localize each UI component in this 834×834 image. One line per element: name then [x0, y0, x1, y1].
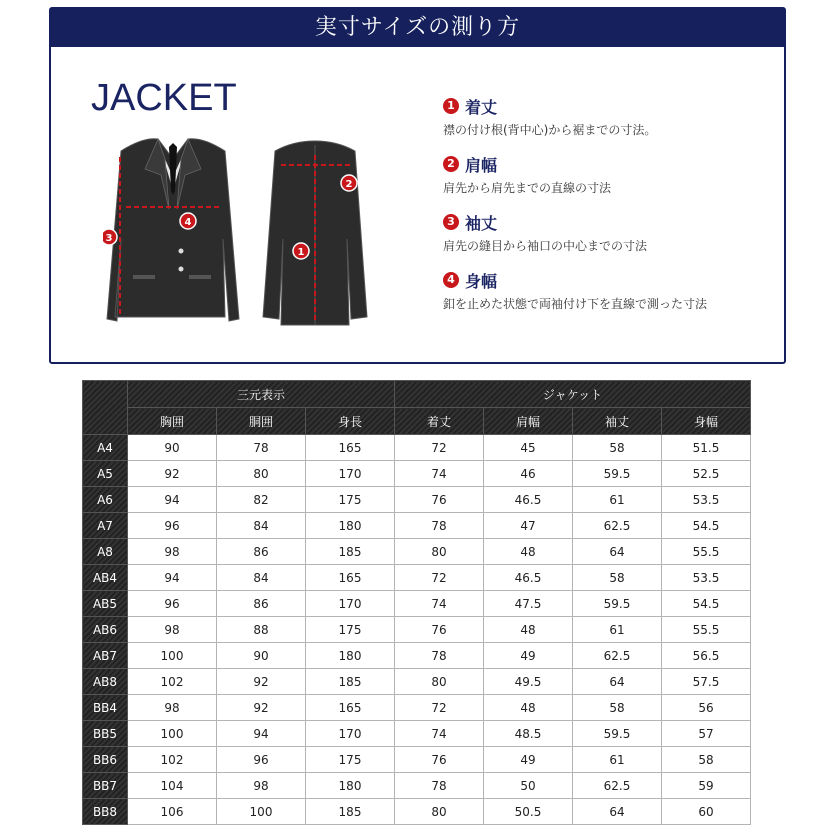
table-cell: 80 — [395, 799, 484, 825]
size-label: AB5 — [83, 591, 128, 617]
guide-title: 実寸サイズの測り方 — [51, 9, 784, 47]
measurement-item-shoulder — [443, 153, 773, 211]
table-cell: 61 — [573, 617, 662, 643]
table-cell: 90 — [128, 435, 217, 461]
table-cell: 48 — [484, 695, 573, 721]
table-cell: 96 — [128, 591, 217, 617]
measurement-item-sleeve — [443, 211, 773, 269]
table-cell: 94 — [128, 487, 217, 513]
table-row — [83, 565, 751, 591]
table-cell: 92 — [217, 695, 306, 721]
table-row — [83, 643, 751, 669]
table-cell: 94 — [217, 721, 306, 747]
table-cell: 170 — [306, 591, 395, 617]
item-description: 釦を止めた状態で両袖付け下を直線で測った寸法 — [443, 297, 708, 311]
svg-text:2: 2 — [345, 179, 353, 190]
size-label: BB5 — [83, 721, 128, 747]
table-cell: 72 — [395, 565, 484, 591]
table-cell: 64 — [573, 539, 662, 565]
table-cell: 88 — [217, 617, 306, 643]
table-cell: 50 — [484, 773, 573, 799]
table-row — [83, 435, 751, 461]
jacket-front-image — [107, 139, 239, 321]
table-cell: 106 — [128, 799, 217, 825]
column-header: 身幅 — [662, 408, 751, 435]
item-description: 襟の付け根(背中心)から裾までの寸法。 — [443, 123, 657, 137]
table-cell: 46.5 — [484, 565, 573, 591]
table-cell: 56.5 — [662, 643, 751, 669]
table-cell: 53.5 — [662, 487, 751, 513]
table-cell: 92 — [217, 669, 306, 695]
item-description: 肩先の縫目から袖口の中心までの寸法 — [443, 239, 648, 253]
table-cell: 59.5 — [573, 591, 662, 617]
table-cell: 62.5 — [573, 643, 662, 669]
table-corner — [83, 381, 128, 435]
size-label: A7 — [83, 513, 128, 539]
number-badge: 1 — [443, 98, 459, 114]
table-cell: 90 — [217, 643, 306, 669]
svg-text:4: 4 — [184, 217, 192, 228]
marker-4 — [180, 213, 196, 229]
table-cell: 185 — [306, 539, 395, 565]
table-row — [83, 617, 751, 643]
table-cell: 57 — [662, 721, 751, 747]
table-cell: 82 — [217, 487, 306, 513]
measurement-item-chest — [443, 269, 773, 327]
table-cell: 92 — [128, 461, 217, 487]
measurement-item-length — [443, 95, 773, 153]
number-badge: 4 — [443, 272, 459, 288]
table-cell: 76 — [395, 617, 484, 643]
table-cell: 54.5 — [662, 513, 751, 539]
item-title: 袖丈 — [465, 213, 498, 233]
size-label: AB6 — [83, 617, 128, 643]
table-cell: 175 — [306, 487, 395, 513]
table-cell: 96 — [217, 747, 306, 773]
table-cell: 185 — [306, 669, 395, 695]
table-row — [83, 799, 751, 825]
table-row — [83, 591, 751, 617]
marker-1 — [293, 243, 309, 259]
table-cell: 165 — [306, 695, 395, 721]
measurement-guide-panel — [49, 7, 786, 364]
table-cell: 51.5 — [662, 435, 751, 461]
table-row — [83, 695, 751, 721]
table-row — [83, 513, 751, 539]
table-cell: 180 — [306, 513, 395, 539]
table-cell: 86 — [217, 539, 306, 565]
size-label: AB4 — [83, 565, 128, 591]
group-header-jacket: ジャケット — [395, 381, 751, 408]
svg-text:3: 3 — [105, 233, 113, 244]
table-cell: 48.5 — [484, 721, 573, 747]
item-title: 着丈 — [465, 97, 498, 117]
table-cell: 48 — [484, 539, 573, 565]
table-cell: 84 — [217, 513, 306, 539]
table-row — [83, 721, 751, 747]
table-cell: 55.5 — [662, 539, 751, 565]
table-cell: 59 — [662, 773, 751, 799]
column-header: 袖丈 — [573, 408, 662, 435]
table-cell: 58 — [573, 435, 662, 461]
table-cell: 78 — [217, 435, 306, 461]
table-cell: 78 — [395, 513, 484, 539]
table-cell: 46.5 — [484, 487, 573, 513]
table-cell: 52.5 — [662, 461, 751, 487]
table-cell: 64 — [573, 669, 662, 695]
table-cell: 64 — [573, 799, 662, 825]
table-cell: 78 — [395, 773, 484, 799]
number-badge: 2 — [443, 156, 459, 172]
size-label: A4 — [83, 435, 128, 461]
table-cell: 80 — [217, 461, 306, 487]
table-cell: 74 — [395, 461, 484, 487]
table-cell: 98 — [128, 539, 217, 565]
table-cell: 61 — [573, 487, 662, 513]
size-label: A6 — [83, 487, 128, 513]
column-header: 肩幅 — [484, 408, 573, 435]
size-label: AB8 — [83, 669, 128, 695]
table-cell: 48 — [484, 617, 573, 643]
table-cell: 94 — [128, 565, 217, 591]
svg-text:1: 1 — [297, 247, 305, 258]
table-cell: 86 — [217, 591, 306, 617]
size-label: A8 — [83, 539, 128, 565]
table-cell: 180 — [306, 773, 395, 799]
table-cell: 62.5 — [573, 773, 662, 799]
table-cell: 55.5 — [662, 617, 751, 643]
table-cell: 62.5 — [573, 513, 662, 539]
marker-3 — [103, 229, 117, 245]
table-cell: 76 — [395, 487, 484, 513]
table-cell: 84 — [217, 565, 306, 591]
column-header: 着丈 — [395, 408, 484, 435]
table-cell: 47.5 — [484, 591, 573, 617]
jacket-back-image — [263, 141, 367, 325]
table-cell: 170 — [306, 721, 395, 747]
marker-2 — [341, 175, 357, 191]
table-cell: 165 — [306, 565, 395, 591]
size-label: BB6 — [83, 747, 128, 773]
table-cell: 60 — [662, 799, 751, 825]
table-cell: 98 — [128, 695, 217, 721]
table-cell: 58 — [662, 747, 751, 773]
table-cell: 170 — [306, 461, 395, 487]
table-cell: 49 — [484, 643, 573, 669]
size-label: BB4 — [83, 695, 128, 721]
table-cell: 49 — [484, 747, 573, 773]
number-badge: 3 — [443, 214, 459, 230]
table-cell: 96 — [128, 513, 217, 539]
table-cell: 78 — [395, 643, 484, 669]
table-cell: 185 — [306, 799, 395, 825]
table-cell: 56 — [662, 695, 751, 721]
table-cell: 100 — [217, 799, 306, 825]
table-cell: 80 — [395, 669, 484, 695]
size-label: BB7 — [83, 773, 128, 799]
table-row — [83, 461, 751, 487]
column-header: 胴囲 — [217, 408, 306, 435]
table-cell: 100 — [128, 721, 217, 747]
table-cell: 98 — [217, 773, 306, 799]
table-cell: 49.5 — [484, 669, 573, 695]
item-title: 身幅 — [465, 271, 498, 291]
item-description: 肩先から肩先までの直線の寸法 — [443, 181, 612, 195]
table-cell: 58 — [573, 695, 662, 721]
table-cell: 180 — [306, 643, 395, 669]
column-header: 身長 — [306, 408, 395, 435]
table-cell: 74 — [395, 591, 484, 617]
size-table — [82, 380, 751, 825]
table-cell: 104 — [128, 773, 217, 799]
size-label: BB8 — [83, 799, 128, 825]
table-cell: 72 — [395, 435, 484, 461]
table-row — [83, 487, 751, 513]
table-cell: 61 — [573, 747, 662, 773]
table-cell: 72 — [395, 695, 484, 721]
table-cell: 175 — [306, 617, 395, 643]
measurement-list — [443, 95, 773, 327]
table-cell: 50.5 — [484, 799, 573, 825]
table-cell: 57.5 — [662, 669, 751, 695]
size-label: AB7 — [83, 643, 128, 669]
table-cell: 102 — [128, 747, 217, 773]
table-cell: 98 — [128, 617, 217, 643]
item-title: 肩幅 — [465, 155, 498, 175]
group-header-body: 三元表示 — [128, 381, 395, 408]
jacket-heading: JACKET — [91, 77, 237, 119]
table-row — [83, 669, 751, 695]
table-cell: 58 — [573, 565, 662, 591]
table-cell: 80 — [395, 539, 484, 565]
table-cell: 165 — [306, 435, 395, 461]
table-row — [83, 773, 751, 799]
jacket-illustration — [103, 129, 393, 339]
table-cell: 47 — [484, 513, 573, 539]
table-cell: 59.5 — [573, 461, 662, 487]
size-label: A5 — [83, 461, 128, 487]
table-cell: 175 — [306, 747, 395, 773]
table-cell: 74 — [395, 721, 484, 747]
table-cell: 102 — [128, 669, 217, 695]
table-row — [83, 539, 751, 565]
table-cell: 46 — [484, 461, 573, 487]
table-cell: 53.5 — [662, 565, 751, 591]
table-cell: 45 — [484, 435, 573, 461]
table-cell: 54.5 — [662, 591, 751, 617]
table-cell: 76 — [395, 747, 484, 773]
table-cell: 59.5 — [573, 721, 662, 747]
table-cell: 100 — [128, 643, 217, 669]
column-header: 胸囲 — [128, 408, 217, 435]
table-row — [83, 747, 751, 773]
